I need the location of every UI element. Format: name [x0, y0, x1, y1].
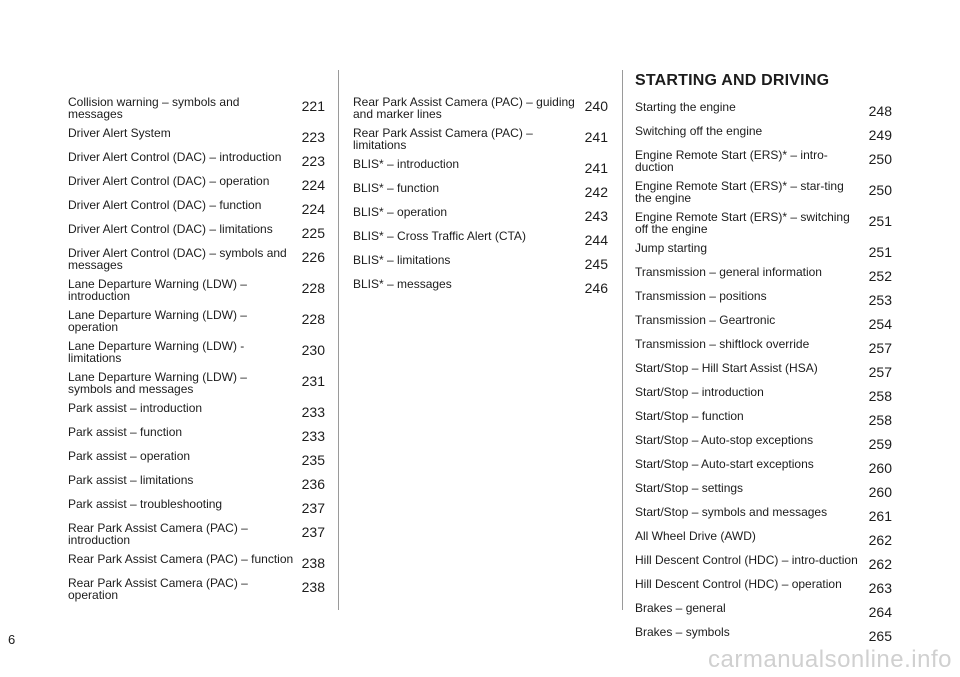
toc-entry[interactable] [353, 96, 608, 120]
toc-entry-title: Hill Descent Control (HDC) – operation [635, 577, 842, 591]
toc-entry[interactable] [635, 362, 892, 379]
toc-entry-page: 226 [301, 249, 325, 265]
toc-entry-title: BLIS* – operation [353, 205, 448, 219]
toc-entry-title: Lane Departure Warning (LDW) – introduction [68, 277, 247, 303]
toc-entry[interactable] [635, 266, 892, 283]
toc-entry-page: 221 [301, 98, 325, 114]
column-divider [622, 70, 623, 610]
toc-entry-title: Park assist – introduction [68, 401, 203, 415]
toc-entry[interactable] [635, 386, 892, 403]
toc-entry-title: BLIS* – messages [353, 277, 452, 291]
toc-entry-page: 238 [301, 579, 325, 595]
toc-entry[interactable] [635, 602, 892, 619]
toc-entry-page: 260 [868, 460, 892, 476]
toc-entry-page: 235 [301, 452, 325, 468]
toc-entry-page: 231 [301, 373, 325, 389]
toc-entry[interactable] [68, 450, 325, 467]
toc-entry-title: Engine Remote Start (ERS)* – switching off the engine [635, 210, 850, 236]
toc-entry[interactable] [68, 309, 325, 333]
toc-entry[interactable] [68, 278, 325, 302]
section-heading: STARTING AND DRIVING [635, 72, 830, 89]
toc-entry-title: BLIS* – introduction [353, 157, 460, 171]
toc-entry-title: Driver Alert System [68, 126, 171, 140]
toc-entry-title: Driver Alert Control (DAC) – function [68, 198, 262, 212]
toc-entry-title: Brakes – symbols [635, 625, 730, 639]
toc-entry-page: 250 [868, 151, 892, 167]
watermark: carmanualsonline.info [708, 646, 952, 673]
toc-entry[interactable] [68, 199, 325, 216]
toc-entry-page: 252 [868, 268, 892, 284]
toc-entry-page: 242 [584, 184, 608, 200]
toc-entry-title: Driver Alert Control (DAC) – limitations [68, 222, 273, 236]
toc-entry[interactable] [68, 96, 325, 120]
toc-entry-page: 245 [584, 256, 608, 272]
toc-entry-page: 250 [868, 182, 892, 198]
toc-entry-page: 238 [301, 555, 325, 571]
toc-entry-page: 248 [868, 103, 892, 119]
toc-entry[interactable] [635, 180, 892, 204]
toc-entry-title: Park assist – operation [68, 449, 191, 463]
toc-entry-title: Start/Stop – Auto-start exceptions [635, 457, 814, 471]
toc-entry[interactable] [68, 553, 325, 570]
toc-entry-page: 246 [584, 280, 608, 296]
toc-entry-title: Driver Alert Control (DAC) – operation [68, 174, 270, 188]
toc-entry-title: Engine Remote Start (ERS)* – intro-duction [635, 148, 828, 174]
toc-entry-page: 237 [301, 524, 325, 540]
toc-entry-title: Rear Park Assist Camera (PAC) – limitations [353, 126, 533, 152]
toc-entry[interactable] [68, 340, 325, 364]
toc-entry-page: 240 [584, 98, 608, 114]
toc-entry-page: 223 [301, 129, 325, 145]
toc-entry-page: 259 [868, 436, 892, 452]
toc-entry-title: Rear Park Assist Camera (PAC) – guiding and marker lines [353, 95, 575, 121]
toc-entry-page: 253 [868, 292, 892, 308]
toc-entry[interactable] [635, 554, 892, 571]
toc-entry-page: 244 [584, 232, 608, 248]
toc-column-3 [635, 72, 892, 650]
toc-entry-page: 228 [301, 311, 325, 327]
toc-entry[interactable] [353, 254, 608, 271]
toc-entry[interactable] [68, 371, 325, 395]
toc-entry-page: 251 [868, 213, 892, 229]
toc-entry-title: Lane Departure Warning (LDW) – symbols and messages [68, 370, 247, 396]
toc-entry-title: BLIS* – limitations [353, 253, 451, 267]
toc-entry-title: Transmission – general information [635, 265, 822, 279]
column-divider [338, 70, 339, 610]
toc-entry-page: 264 [868, 604, 892, 620]
toc-entry-page: 258 [868, 412, 892, 428]
toc-entry[interactable] [635, 578, 892, 595]
toc-entry-title: Start/Stop – Auto-stop exceptions [635, 433, 814, 447]
toc-entry-page: 257 [868, 364, 892, 380]
toc-entry-page: 243 [584, 208, 608, 224]
toc-entry[interactable] [635, 434, 892, 451]
toc-entry-page: 241 [584, 129, 608, 145]
toc-entry-title: Transmission – positions [635, 289, 767, 303]
toc-entry-title: Lane Departure Warning (LDW) - limitations [68, 339, 245, 365]
toc-entry[interactable] [635, 410, 892, 427]
toc-entry-title: Engine Remote Start (ERS)* – star-ting the engine [635, 179, 844, 205]
toc-entry-page: 225 [301, 225, 325, 241]
toc-entry-page: 230 [301, 342, 325, 358]
toc-entry-title: Rear Park Assist Camera (PAC) – introduction [68, 521, 248, 547]
toc-entry[interactable] [68, 247, 325, 271]
toc-entry-title: Rear Park Assist Camera (PAC) – operation [68, 576, 248, 602]
toc-column-1 [68, 96, 325, 608]
toc-entry-title: Start/Stop – settings [635, 481, 744, 495]
toc-entry-page: 233 [301, 404, 325, 420]
toc-entry-title: Hill Descent Control (HDC) – intro-duction [635, 553, 858, 567]
toc-entry-page: 224 [301, 201, 325, 217]
toc-entry[interactable] [635, 506, 892, 523]
toc-entry-page: 262 [868, 556, 892, 572]
toc-entry[interactable] [353, 206, 608, 223]
toc-entry-title: Park assist – function [68, 425, 183, 439]
toc-entry[interactable] [68, 426, 325, 443]
toc-entry-page: 223 [301, 153, 325, 169]
toc-entry-page: 254 [868, 316, 892, 332]
toc-entry[interactable] [353, 158, 608, 175]
toc-entry-title: Collision warning – symbols and messages [68, 95, 240, 121]
toc-entry-title: Lane Departure Warning (LDW) – operation [68, 308, 247, 334]
toc-entry-page: 236 [301, 476, 325, 492]
toc-entry[interactable] [353, 278, 608, 295]
toc-entry-title: Driver Alert Control (DAC) – symbols and messages [68, 246, 287, 272]
toc-entry-title: Driver Alert Control (DAC) – introduction [68, 150, 282, 164]
toc-entry[interactable] [635, 530, 892, 547]
toc-entry-title: Start/Stop – function [635, 409, 744, 423]
toc-entry-title: Start/Stop – Hill Start Assist (HSA) [635, 361, 818, 375]
toc-entry-page: 228 [301, 280, 325, 296]
toc-entry[interactable] [635, 211, 892, 235]
toc-entry-title: Park assist – troubleshooting [68, 497, 223, 511]
toc-entry-page: 261 [868, 508, 892, 524]
toc-entry-title: Rear Park Assist Camera (PAC) – function [68, 552, 294, 566]
toc-entry-title: Start/Stop – symbols and messages [635, 505, 828, 519]
toc-entry-title: BLIS* – Cross Traffic Alert (CTA) [353, 229, 526, 243]
toc-entry-page: 233 [301, 428, 325, 444]
toc-entry[interactable] [635, 149, 892, 173]
toc-entry[interactable] [68, 522, 325, 546]
toc-entry-page: 260 [868, 484, 892, 500]
toc-entry[interactable] [353, 230, 608, 247]
toc-entry[interactable] [353, 182, 608, 199]
toc-entry[interactable] [635, 458, 892, 475]
toc-entry[interactable] [68, 474, 325, 491]
toc-entry-title: All Wheel Drive (AWD) [635, 529, 756, 543]
toc-entry[interactable] [635, 242, 892, 259]
toc-entry-page: 257 [868, 340, 892, 356]
toc-entry[interactable] [68, 175, 325, 192]
toc-entry[interactable] [68, 577, 325, 601]
toc-entry[interactable] [635, 125, 892, 142]
toc-entry-title: Starting the engine [635, 100, 736, 114]
toc-entry-title: Start/Stop – introduction [635, 385, 764, 399]
toc-entry-page: 251 [868, 244, 892, 260]
toc-entry[interactable] [68, 402, 325, 419]
toc-entry[interactable] [635, 314, 892, 331]
toc-entry-page: 265 [868, 628, 892, 644]
toc-entry-page: 258 [868, 388, 892, 404]
toc-entry[interactable] [68, 498, 325, 515]
toc-entry-title: Transmission – Geartronic [635, 313, 776, 327]
toc-entry[interactable] [353, 127, 608, 151]
toc-column-2 [353, 96, 608, 302]
toc-entry-title: Switching off the engine [635, 124, 763, 138]
toc-entry[interactable] [635, 338, 892, 355]
toc-entry-page: 262 [868, 532, 892, 548]
toc-entry[interactable] [635, 101, 892, 118]
toc-entry-page: 263 [868, 580, 892, 596]
toc-entry[interactable] [68, 127, 325, 144]
toc-entry-title: Transmission – shiftlock override [635, 337, 810, 351]
page-number: 6 [8, 632, 16, 647]
toc-entry-page: 249 [868, 127, 892, 143]
toc-entry-title: Brakes – general [635, 601, 726, 615]
toc-entry[interactable] [635, 482, 892, 499]
toc-entry-title: BLIS* – function [353, 181, 440, 195]
toc-entry[interactable] [635, 626, 892, 643]
toc-entry-page: 237 [301, 500, 325, 516]
toc-entry[interactable] [68, 223, 325, 240]
toc-entry-title: Jump starting [635, 241, 708, 255]
toc-entry-page: 224 [301, 177, 325, 193]
toc-entry[interactable] [68, 151, 325, 168]
toc-entry-title: Park assist – limitations [68, 473, 194, 487]
toc-entry-page: 241 [584, 160, 608, 176]
toc-entry[interactable] [635, 290, 892, 307]
